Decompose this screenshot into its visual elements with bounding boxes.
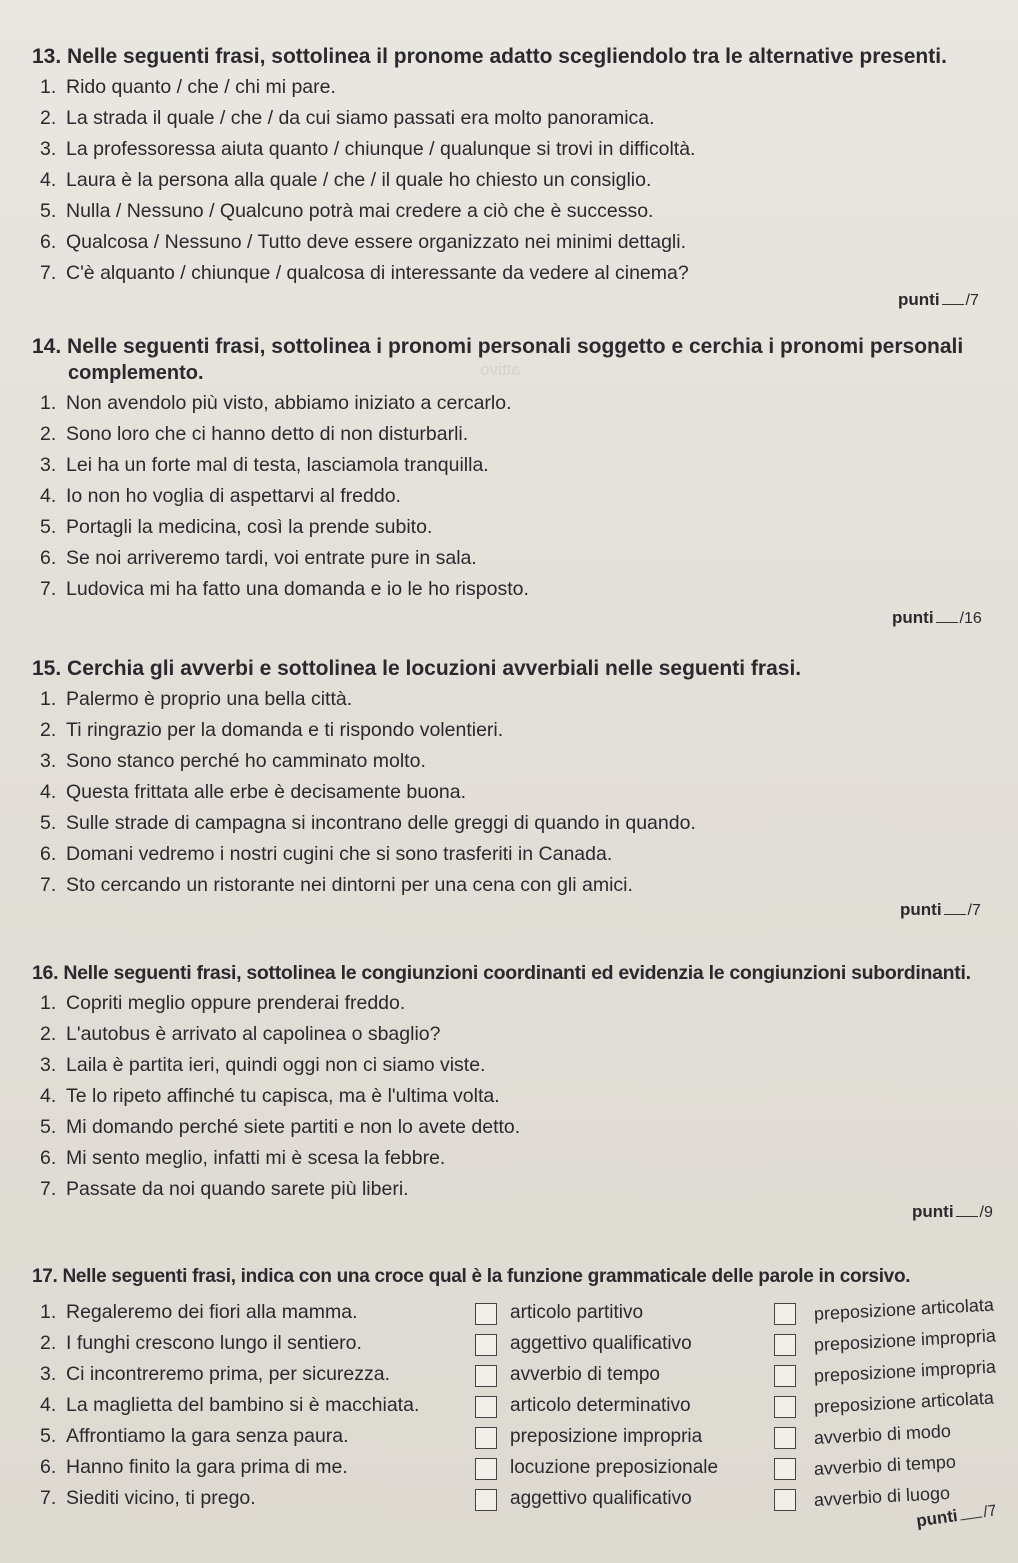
list-item: 6. Qualcosa / Nessuno / Tutto deve essere organizzato nei minimi dettagli. [40, 231, 686, 253]
score-blank[interactable] [942, 304, 964, 305]
option-b-label: preposizione articolata [813, 1294, 995, 1324]
checkbox-option-a[interactable] [475, 1427, 497, 1449]
list-item: 3. Sono stanco perché ho camminato molto. [40, 750, 426, 772]
checkbox-option-b[interactable] [774, 1489, 796, 1511]
list-item: 2. Ti ringrazio per la domanda e ti rispondo volentieri. [40, 719, 504, 741]
checkbox-option-a[interactable] [475, 1396, 497, 1418]
exercise-16 [32, 960, 978, 1205]
exercise-17-table [32, 1294, 1012, 1514]
exercise-17-title: 17. Nelle seguenti frasi, indica con una croce qual è la funzione grammaticale delle parole in corsivo. [32, 1266, 911, 1287]
exercise-14-title: 14. Nelle seguenti frasi, sottolinea i pronomi personali soggetto e cerchia i pronomi personali [32, 335, 964, 358]
list-item: 6. Domani vedremo i nostri cugini che si sono trasferiti in Canada. [40, 843, 613, 865]
checkbox-option-a[interactable] [475, 1334, 497, 1356]
list-item: 2. L'autobus è arrivato al capolinea o sbaglio? [40, 1023, 441, 1045]
table-row: 4. La maglietta del bambino si è macchiata. articolo determinativo preposizione articolata [32, 1390, 1012, 1421]
checkbox-option-a[interactable] [475, 1303, 497, 1325]
table-row: 2. I funghi crescono lungo il sentiero. aggettivo qualificativo preposizione impropria [32, 1328, 1012, 1359]
list-item: 6. Se noi arriveremo tardi, voi entrate pure in sala. [40, 547, 477, 569]
checkbox-option-b[interactable] [774, 1303, 796, 1325]
exercise-17 [32, 1264, 978, 1290]
checkbox-option-b[interactable] [774, 1458, 796, 1480]
exercise-14-list [32, 388, 978, 605]
table-row: 3. Ci incontreremo prima, per sicurezza. avverbio di tempo preposizione impropria [32, 1359, 1012, 1390]
list-item: 3. Laila è partita ieri, quindi oggi non ci siamo viste. [40, 1054, 486, 1076]
list-item: 5. Nulla / Nessuno / Qualcuno potrà mai credere a ciò che è successo. [40, 200, 654, 222]
option-a-label: locuzione preposizionale [510, 1457, 719, 1478]
checkbox-option-b[interactable] [774, 1365, 796, 1387]
exercise-16-title: 16. Nelle seguenti frasi, sottolinea le congiunzioni coordinanti ed evidenzia le congiunzioni subordinanti. [32, 962, 971, 984]
exercise-15-title: 15. Cerchia gli avverbi e sottolinea le locuzioni avverbiali nelle seguenti frasi. [32, 657, 802, 680]
list-item: 4. Laura è la persona alla quale / che / il quale ho chiesto un consiglio. [40, 169, 652, 191]
exercise-13 [32, 44, 978, 289]
checkbox-option-b[interactable] [774, 1427, 796, 1449]
score-ex15: punti /7 [900, 900, 981, 919]
list-item: 1. Non avendolo più visto, abbiamo iniziato a cercarlo. [40, 392, 512, 414]
score-ex14: punti /16 [892, 608, 982, 627]
exercise-15 [32, 656, 978, 901]
option-a-label: avverbio di tempo [510, 1364, 660, 1385]
score-blank[interactable] [960, 1516, 982, 1520]
exercise-15-list [32, 684, 978, 901]
list-item: 7. Ludovica mi ha fatto una domanda e io le ho risposto. [40, 578, 529, 600]
list-item: 1. Rido quanto / che / chi mi pare. [40, 76, 336, 98]
list-item: 6. Mi sento meglio, infatti mi è scesa la febbre. [40, 1147, 446, 1169]
option-a-label: articolo determinativo [510, 1395, 691, 1416]
list-item: 4. Io non ho voglia di aspettarvi al freddo. [40, 485, 401, 507]
table-row: 1. Regaleremo dei fiori alla mamma. articolo partitivo preposizione articolata [32, 1297, 1012, 1328]
list-item: 2. Sono loro che ci hanno detto di non disturbarli. [40, 423, 469, 445]
checkbox-option-a[interactable] [475, 1489, 497, 1511]
option-b-label: preposizione articolata [813, 1387, 995, 1417]
option-a-label: preposizione impropria [510, 1426, 703, 1447]
score-ex17: punti /7 [915, 1502, 998, 1531]
checkbox-option-b[interactable] [774, 1334, 796, 1356]
list-item: 7. Sto cercando un ristorante nei dintorni per una cena con gli amici. [40, 874, 633, 896]
option-b-label: preposizione impropria [813, 1356, 997, 1386]
list-item: 7. Passate da noi quando sarete più liberi. [40, 1178, 409, 1200]
option-b-label: preposizione impropria [813, 1325, 997, 1355]
list-item: 1. Palermo è proprio una bella città. [40, 688, 353, 710]
table-row: 5. Affrontiamo la gara senza paura. preposizione impropria avverbio di modo [32, 1421, 1012, 1452]
list-item: 5. Sulle strade di campagna si incontrano delle greggi di quando in quando. [40, 812, 696, 834]
option-b-label: avverbio di tempo [813, 1451, 957, 1479]
list-item: 3. La professoressa aiuta quanto / chiunque / qualunque si trovi in difficoltà. [40, 138, 696, 160]
score-ex16: punti /9 [912, 1202, 993, 1221]
list-item: 4. Te lo ripeto affinché tu capisca, ma è l'ultima volta. [40, 1085, 500, 1107]
list-item: 4. Questa frittata alle erbe è decisamente buona. [40, 781, 466, 803]
option-a-label: aggettivo qualificativo [510, 1488, 692, 1509]
score-blank[interactable] [936, 622, 958, 623]
list-item: 1. Copriti meglio oppure prenderai freddo. [40, 992, 406, 1014]
checkbox-option-b[interactable] [774, 1396, 796, 1418]
checkbox-option-a[interactable] [475, 1458, 497, 1480]
table-row: 6. Hanno finito la gara prima di me. locuzione preposizionale avverbio di tempo [32, 1452, 1012, 1483]
option-a-label: aggettivo qualificativo [510, 1333, 692, 1354]
exercise-14-title-cont: complemento. [68, 362, 204, 384]
list-item: 5. Mi domando perché siete partiti e non lo avete detto. [40, 1116, 521, 1138]
score-blank[interactable] [944, 914, 966, 915]
list-item: 2. La strada il quale / che / da cui siamo passati era molto panoramica. [40, 107, 655, 129]
exercise-13-list [32, 72, 978, 289]
checkbox-option-a[interactable] [475, 1365, 497, 1387]
exercise-13-title: 13. Nelle seguenti frasi, sottolinea il pronome adatto scegliendolo tra le alternative presenti. [32, 45, 947, 68]
list-item: 7. C'è alquanto / chiunque / qualcosa di interessante da vedere al cinema? [40, 262, 689, 284]
score-blank[interactable] [956, 1216, 978, 1217]
list-item: 5. Portagli la medicina, così la prende subito. [40, 516, 433, 538]
option-a-label: articolo partitivo [510, 1302, 644, 1323]
list-item: 3. Lei ha un forte mal di testa, lasciamola tranquilla. [40, 454, 489, 476]
exercise-16-list [32, 988, 978, 1205]
table-row: 7. Siediti vicino, ti prego. aggettivo qualificativo avverbio di luogo [32, 1483, 1012, 1514]
exercise-14 [32, 334, 978, 605]
score-ex13: punti /7 [898, 290, 979, 309]
option-b-label: avverbio di luogo [813, 1482, 951, 1510]
option-b-label: avverbio di modo [813, 1420, 952, 1448]
bleed-through: attivo [480, 360, 521, 379]
